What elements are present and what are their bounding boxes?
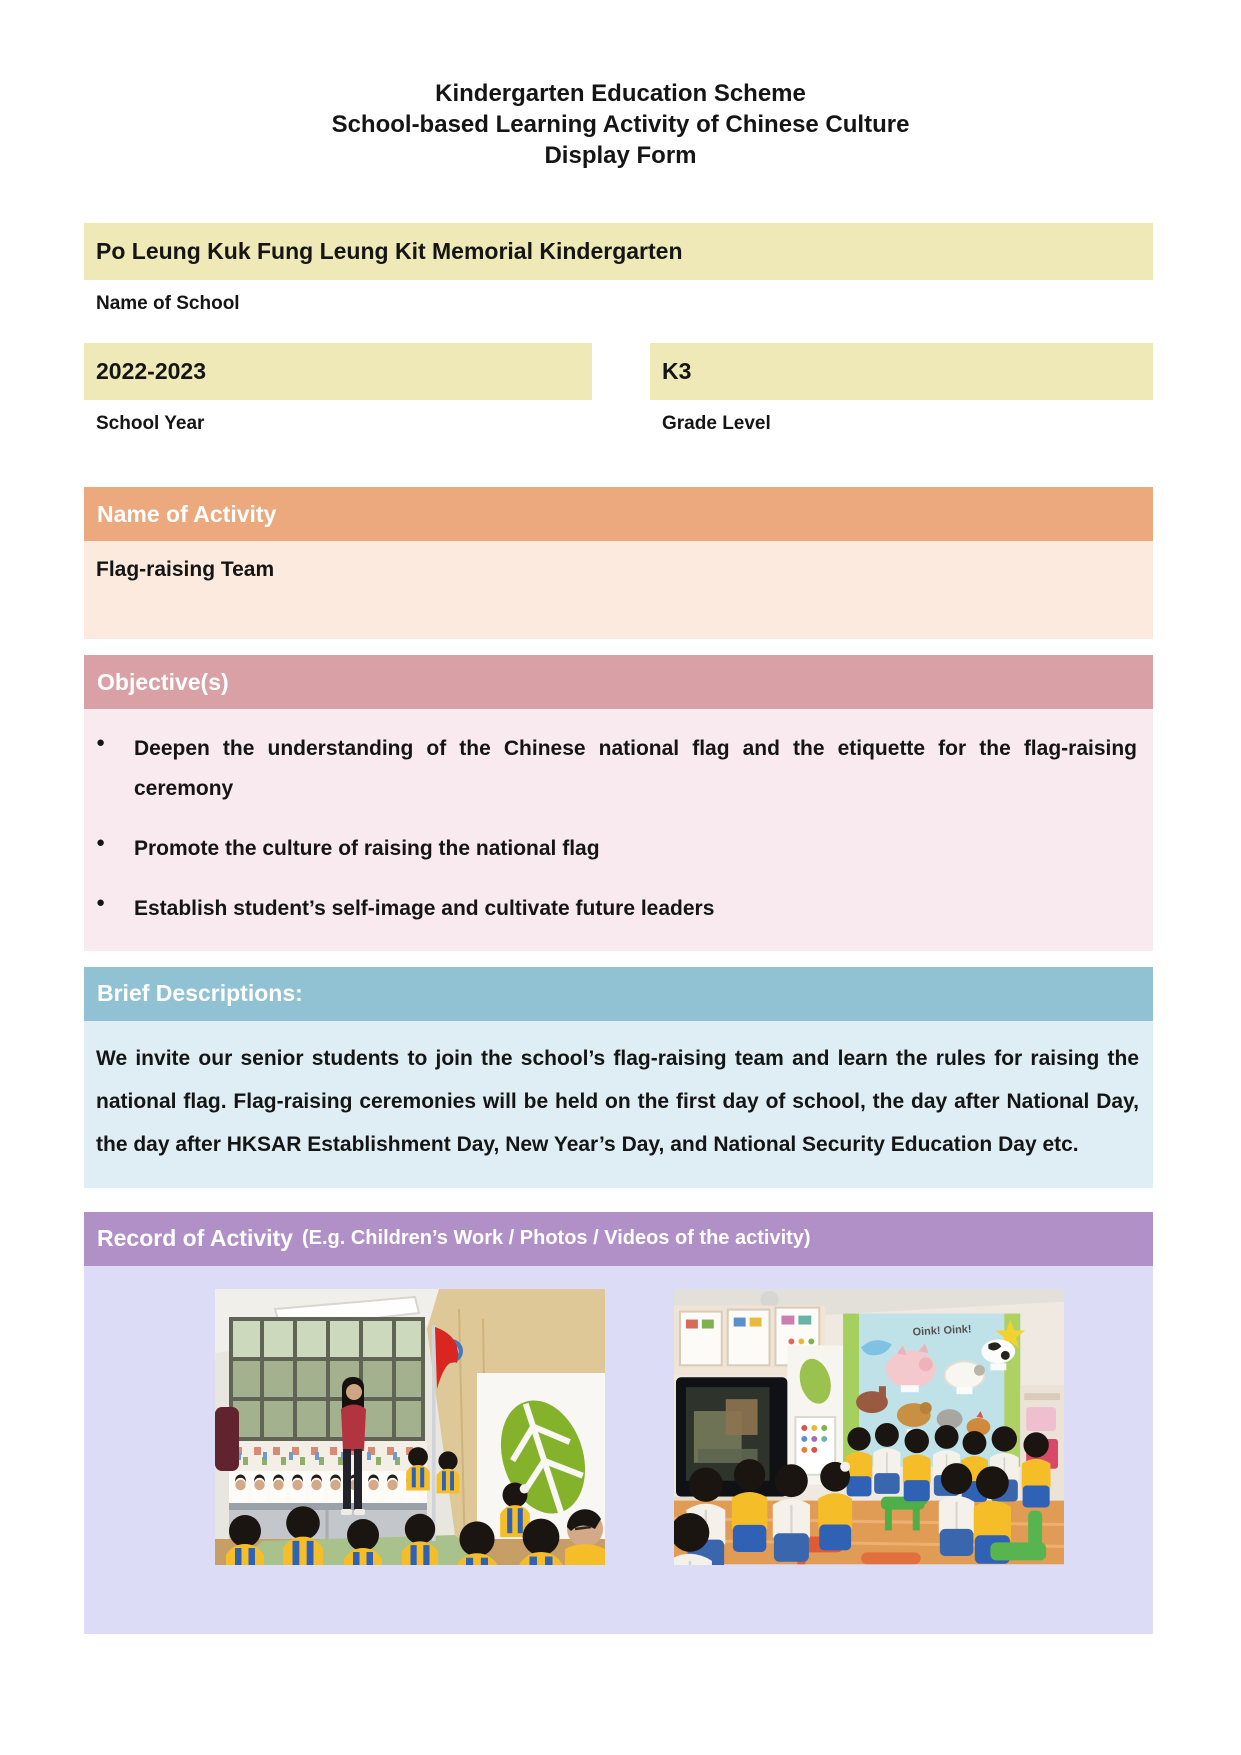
bullet-icon: ● [96, 833, 106, 851]
school-year-label: School Year [96, 413, 205, 434]
grade-level-box [650, 343, 1153, 400]
record-header-title: Record of Activity [97, 1225, 293, 1252]
name-of-activity-header: Name of Activity [84, 487, 1153, 541]
section-name-of-activity [84, 487, 1153, 639]
record-of-activity-body [84, 1266, 1153, 1634]
activity-name-value: Flag-raising Team [96, 558, 275, 581]
section-record-of-activity [84, 1212, 1153, 1634]
objective-text: Deepen the understanding of the Chinese national flag and the etiquette for the flag-raising ceremony [134, 737, 1137, 800]
grade-level-value: K3 [662, 358, 692, 384]
objective-item [96, 889, 1137, 929]
year-grade-labels [84, 413, 1153, 435]
section-brief-descriptions [84, 967, 1153, 1188]
objective-text: Establish student’s self-image and cultivate future leaders [134, 896, 715, 920]
board-text: Oink! Oink! [912, 1323, 972, 1339]
school-name-label: Name of School [96, 293, 240, 314]
brief-descriptions-text: We invite our senior students to join the school’s flag-raising team and learn the rules for raising the national flag. Flag-raising ceremonies will be held on the first day of school, the day after National Day, the day after HKSAR Establishment Day, New Year’s Day, and National Security Education Day etc. [84, 1021, 1153, 1188]
bullet-icon: ● [96, 893, 106, 911]
document-title [0, 0, 1241, 171]
school-name-value: Po Leung Kuk Fung Leung Kit Memorial Kindergarten [96, 238, 683, 264]
objective-text: Promote the culture of raising the national flag [134, 836, 600, 860]
brief-descriptions-header: Brief Descriptions: [84, 967, 1153, 1021]
record-header-note: (E.g. Children’s Work / Photos / Videos of the activity) [301, 1227, 811, 1250]
year-grade-row [84, 343, 1153, 400]
activity-photo-video-watching [674, 1289, 1064, 1565]
grade-level-label: Grade Level [662, 413, 771, 434]
name-of-activity-body [84, 541, 1153, 639]
objective-item [96, 829, 1137, 869]
school-year-box [84, 343, 592, 400]
school-year-value: 2022-2023 [96, 358, 206, 384]
flag-pole [432, 1325, 436, 1541]
school-name-box [84, 223, 1153, 280]
title-line-2: School-based Learning Activity of Chinese Culture [331, 111, 910, 138]
objective-item [96, 729, 1137, 809]
section-objectives [84, 655, 1153, 951]
bullet-icon: ● [96, 734, 106, 751]
objectives-header: Objective(s) [84, 655, 1153, 709]
record-of-activity-header [84, 1212, 1153, 1266]
objectives-body [84, 709, 1153, 951]
activity-photo-flag-raising [215, 1289, 605, 1565]
title-line-3: Display Form [544, 142, 697, 169]
title-line-1: Kindergarten Education Scheme [435, 80, 806, 107]
